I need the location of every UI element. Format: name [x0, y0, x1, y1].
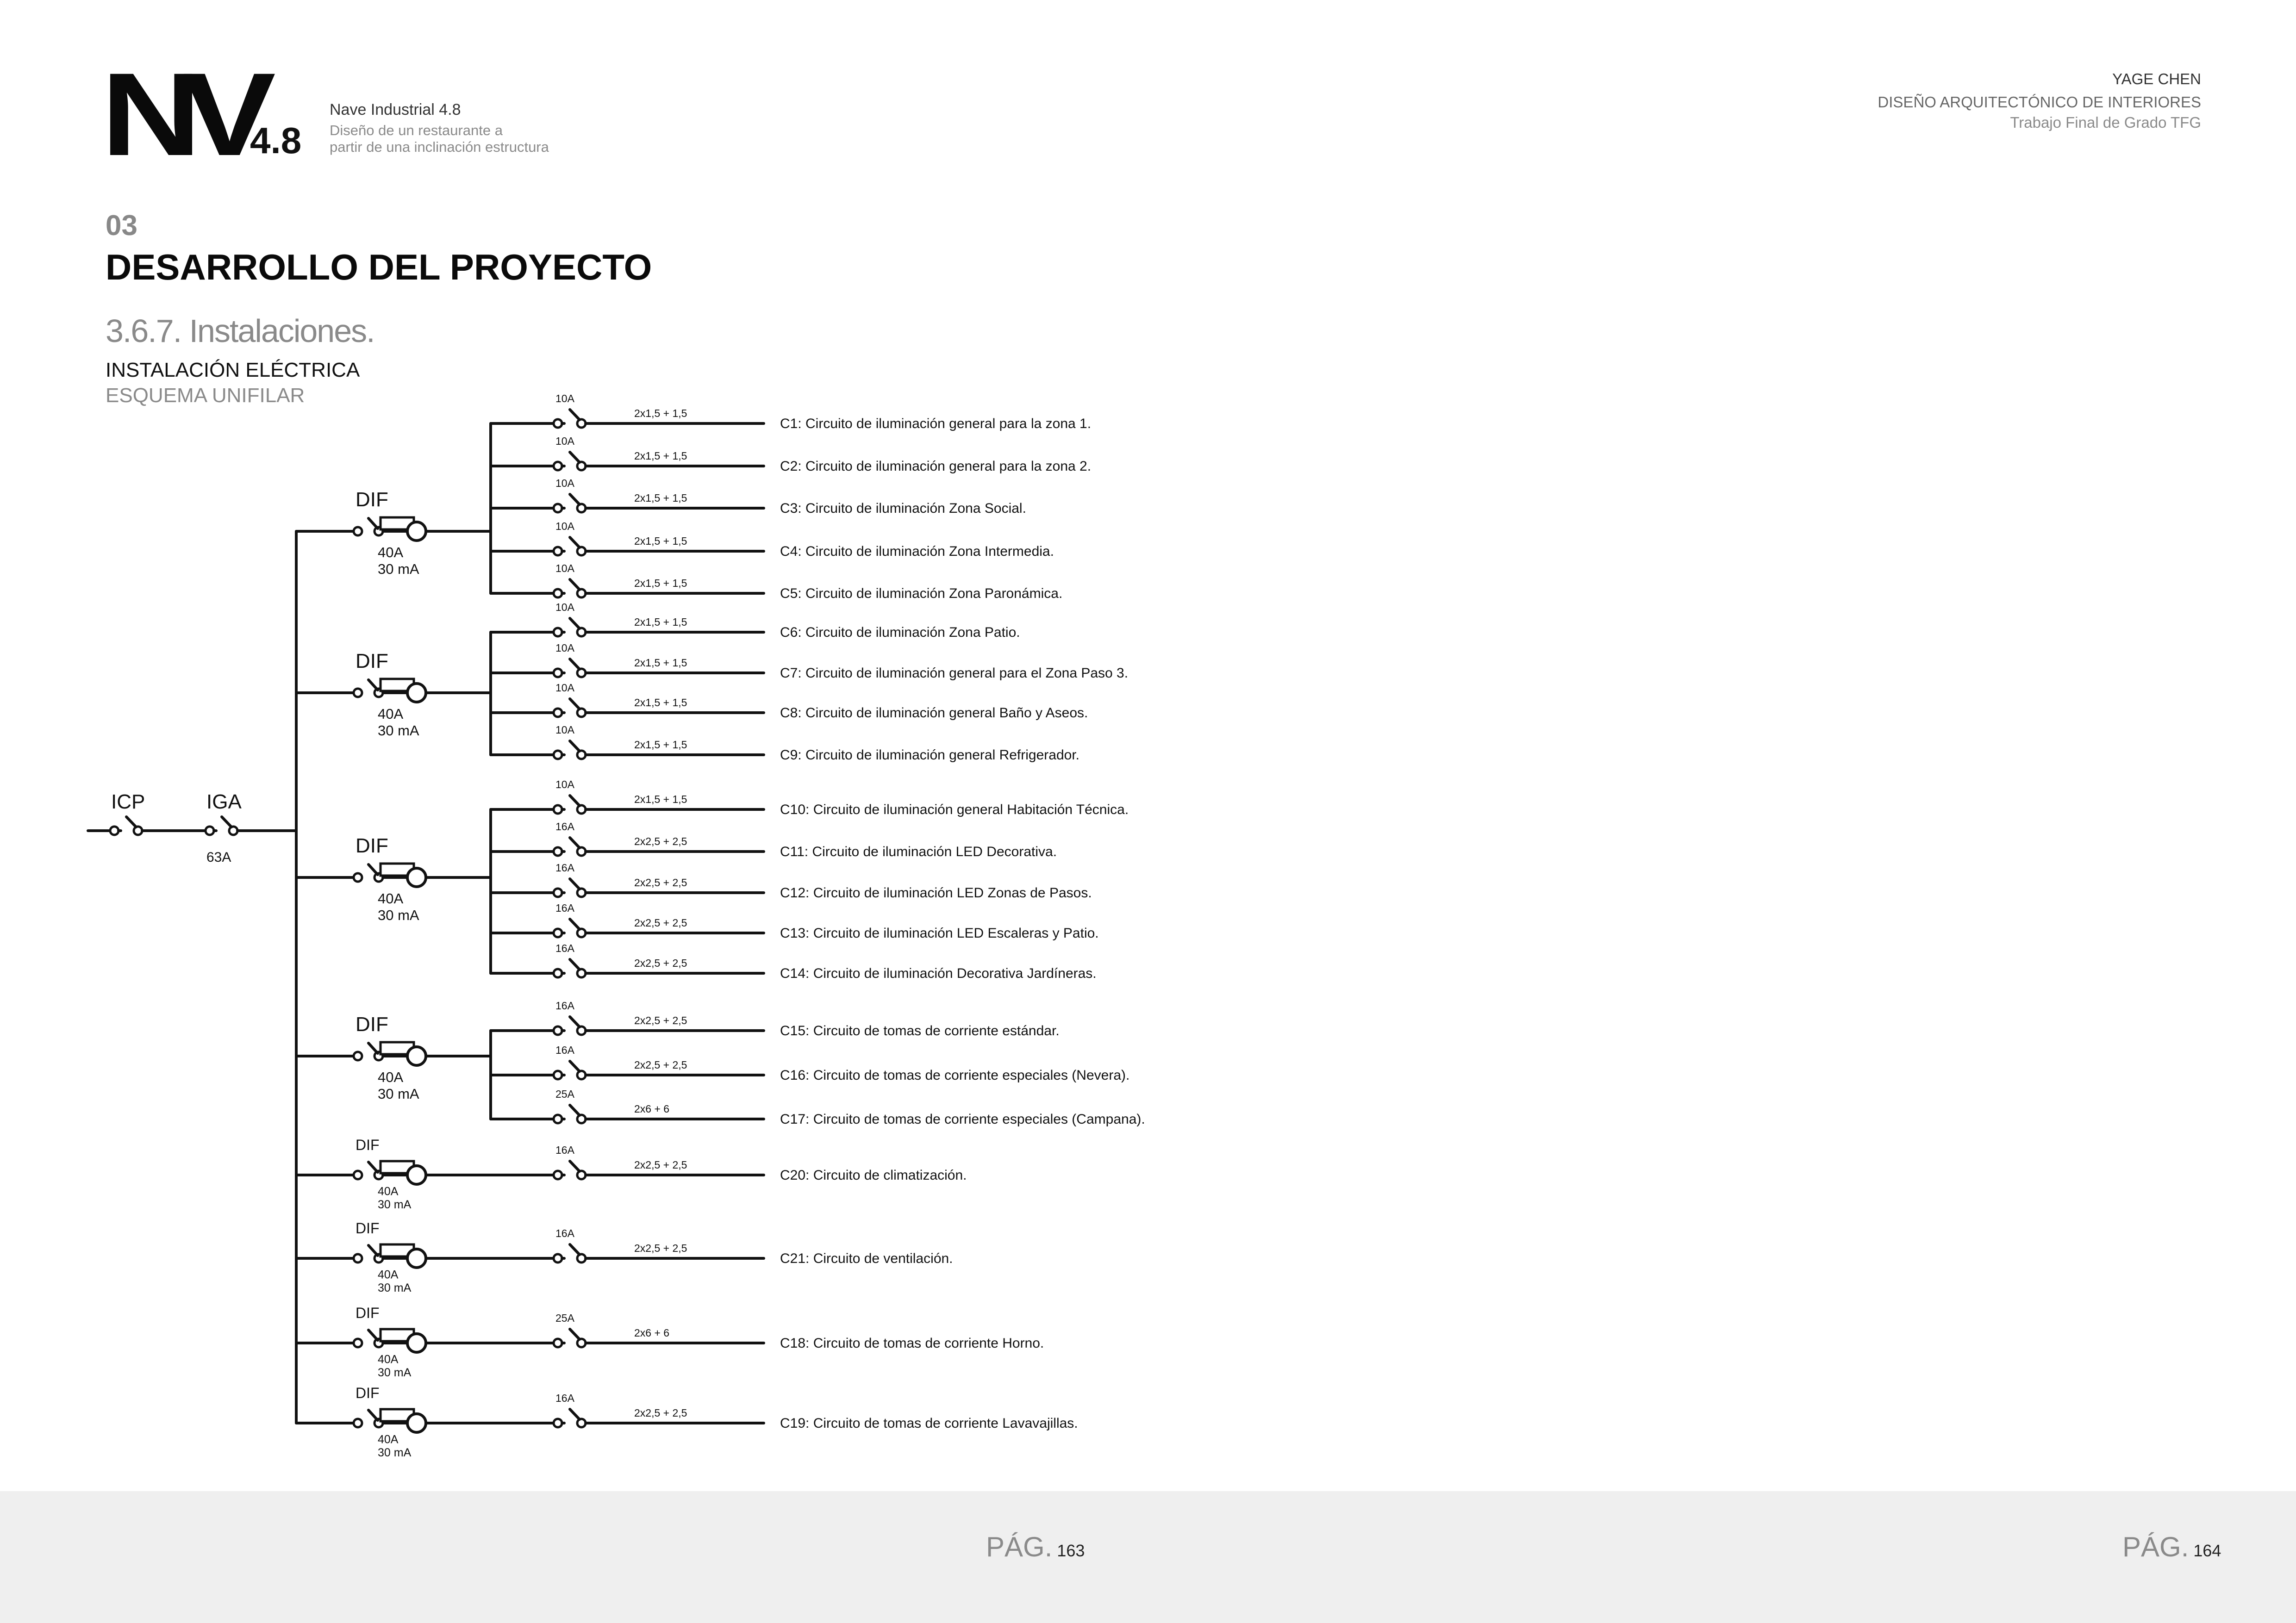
- dif-6-rating: 40A: [378, 1268, 399, 1281]
- circuit-20-cable: 2x6 + 6: [634, 1327, 670, 1339]
- circuit-6-breaker-rating: 10A: [555, 601, 574, 613]
- dif-1-rating: 40A: [378, 544, 404, 560]
- circuit-2-breaker-blade: [570, 452, 580, 462]
- dif-4-contact-in: [354, 1052, 362, 1060]
- circuit-3-breaker-rating: 10A: [555, 477, 574, 489]
- dif-6-contact-in: [354, 1254, 362, 1262]
- dif-4-blade: [368, 1043, 378, 1053]
- circuit-7-breaker-blade: [570, 659, 580, 669]
- circuit-7-cable: 2x1,5 + 1,5: [634, 657, 687, 669]
- circuit-9-breaker-blade: [570, 741, 580, 751]
- circuit-11-label: C11: Circuito de iluminación LED Decorativa.: [780, 844, 1057, 859]
- logo-version: 4.8: [250, 120, 302, 161]
- dif-1-contact-in: [354, 527, 362, 535]
- circuit-20-breaker-blade: [570, 1329, 580, 1339]
- circuit-11-breaker-rating: 16A: [555, 821, 574, 833]
- circuit-1-breaker-blade: [570, 410, 580, 420]
- circuit-14-cable: 2x2,5 + 2,5: [634, 957, 687, 969]
- project-subtitle-line1: Diseño de un restaurante a: [330, 122, 503, 138]
- dif-5-rating: 40A: [378, 1185, 399, 1198]
- circuit-1-breaker-rating: 10A: [555, 392, 574, 404]
- circuit-12-breaker-rating: 16A: [555, 862, 574, 874]
- installation-subtitle: ESQUEMA UNIFILAR: [106, 384, 305, 407]
- dif-2-contact-in: [354, 689, 362, 697]
- circuit-5-label: C5: Circuito de iluminación Zona Paronámica.: [780, 586, 1063, 601]
- icp-label: ICP: [111, 790, 145, 813]
- dif-2-sensitivity: 30 mA: [378, 722, 419, 739]
- dif-6-sensitivity: 30 mA: [378, 1281, 412, 1294]
- circuit-15-breaker-rating: 16A: [555, 1000, 574, 1012]
- page-number-left: [986, 1531, 1085, 1563]
- page-number-right-value: 164: [2193, 1541, 2221, 1560]
- dif-6-relay: [407, 1249, 426, 1268]
- circuit-13-breaker-rating: 16A: [555, 902, 574, 914]
- dif-1-label: DIF: [356, 488, 388, 511]
- circuit-19-cable: 2x2,5 + 2,5: [634, 1242, 687, 1254]
- project-name: Nave Industrial 4.8: [330, 101, 461, 118]
- dif-4-relay: [407, 1047, 426, 1065]
- dif-7-relay: [407, 1334, 426, 1352]
- circuit-16-breaker-rating: 16A: [555, 1044, 574, 1056]
- dif-1-blade: [368, 518, 378, 529]
- circuit-17-breaker-blade: [570, 1105, 580, 1115]
- circuit-2-label: C2: Circuito de iluminación general para la zona 2.: [780, 459, 1092, 474]
- dif-8-contact-in: [354, 1419, 362, 1427]
- circuit-11-cable: 2x2,5 + 2,5: [634, 835, 687, 847]
- circuit-6-label: C6: Circuito de iluminación Zona Patio.: [780, 625, 1020, 640]
- circuit-6-breaker-blade: [570, 618, 580, 628]
- circuit-7-breaker-rating: 10A: [555, 642, 574, 654]
- circuit-3-cable: 2x1,5 + 1,5: [634, 492, 687, 504]
- circuit-5-breaker-blade: [570, 579, 580, 590]
- dif-3-label: DIF: [356, 834, 388, 857]
- dif-2-blade: [368, 680, 378, 690]
- circuit-13-breaker-blade: [570, 919, 580, 929]
- circuit-12-breaker-blade: [570, 879, 580, 889]
- dif-1-relay: [407, 522, 426, 541]
- section-number: 03: [106, 210, 137, 242]
- dif-2-label: DIF: [356, 650, 388, 672]
- dif-8-sensitivity: 30 mA: [378, 1446, 412, 1459]
- circuit-15-label: C15: Circuito de tomas de corriente estándar.: [780, 1023, 1060, 1038]
- iga-rating: 63A: [206, 850, 231, 865]
- dif-8-label: DIF: [356, 1385, 380, 1401]
- dif-7-blade: [368, 1330, 378, 1340]
- dif-3-sensitivity: 30 mA: [378, 907, 419, 923]
- circuit-16-label: C16: Circuito de tomas de corriente especiales (Nevera).: [780, 1068, 1130, 1083]
- dif-6-blade: [368, 1245, 378, 1256]
- dif-2-relay: [407, 684, 426, 702]
- circuit-21-breaker-rating: 16A: [555, 1392, 574, 1404]
- dif-7-label: DIF: [356, 1305, 380, 1321]
- dif-1-sensitivity: 30 mA: [378, 561, 419, 577]
- iga-switch-blade: [222, 817, 231, 827]
- circuit-3-label: C3: Circuito de iluminación Zona Social.: [780, 501, 1026, 516]
- dif-5-label: DIF: [356, 1137, 380, 1153]
- logo-nv: NV: [101, 49, 257, 180]
- section-title: DESARROLLO DEL PROYECTO: [106, 247, 652, 287]
- circuit-9-cable: 2x1,5 + 1,5: [634, 739, 687, 751]
- dif-2-rating: 40A: [378, 706, 404, 722]
- circuit-9-label: C9: Circuito de iluminación general Refrigerador.: [780, 747, 1079, 763]
- circuit-19-breaker-blade: [570, 1244, 580, 1255]
- circuit-12-label: C12: Circuito de iluminación LED Zonas de Pasos.: [780, 885, 1092, 901]
- dif-5-contact-in: [354, 1171, 362, 1179]
- dif-7-contact-in: [354, 1339, 362, 1347]
- circuit-17-label: C17: Circuito de tomas de corriente especiales (Campana).: [780, 1112, 1145, 1127]
- circuit-11-breaker-blade: [570, 838, 580, 848]
- project-subtitle-line2: partir de una inclinación estructura: [330, 139, 549, 155]
- circuit-15-cable: 2x2,5 + 2,5: [634, 1014, 687, 1026]
- dif-3-rating: 40A: [378, 890, 404, 907]
- circuit-13-label: C13: Circuito de iluminación LED Escaleras y Patio.: [780, 926, 1099, 941]
- circuit-18-breaker-blade: [570, 1161, 580, 1171]
- circuit-12-cable: 2x2,5 + 2,5: [634, 877, 687, 889]
- circuit-19-breaker-rating: 16A: [555, 1227, 574, 1239]
- dif-4-sensitivity: 30 mA: [378, 1086, 419, 1102]
- circuit-2-breaker-rating: 10A: [555, 435, 574, 447]
- circuit-10-breaker-rating: 10A: [555, 778, 574, 790]
- circuit-3-breaker-blade: [570, 494, 580, 504]
- page-number-right: [2122, 1531, 2221, 1563]
- footer-band: [0, 1491, 2296, 1623]
- circuit-10-cable: 2x1,5 + 1,5: [634, 793, 687, 805]
- circuit-14-breaker-rating: 16A: [555, 942, 574, 954]
- circuit-7-label: C7: Circuito de iluminación general para el Zona Paso 3.: [780, 665, 1129, 681]
- circuit-16-breaker-blade: [570, 1061, 580, 1071]
- circuit-8-breaker-blade: [570, 699, 580, 709]
- dif-7-rating: 40A: [378, 1353, 399, 1366]
- circuit-8-label: C8: Circuito de iluminación general Baño y Aseos.: [780, 705, 1088, 721]
- dif-8-relay: [407, 1414, 426, 1432]
- work-type: Trabajo Final de Grado TFG: [2010, 114, 2201, 131]
- dif-5-relay: [407, 1166, 426, 1184]
- dif-6-label: DIF: [356, 1220, 380, 1237]
- circuit-10-label: C10: Circuito de iluminación general Habitación Técnica.: [780, 802, 1129, 817]
- circuit-21-cable: 2x2,5 + 2,5: [634, 1407, 687, 1419]
- circuit-4-breaker-rating: 10A: [555, 520, 574, 532]
- circuit-9-breaker-rating: 10A: [555, 724, 574, 736]
- circuit-14-label: C14: Circuito de iluminación Decorativa Jardíneras.: [780, 966, 1097, 981]
- circuit-8-breaker-rating: 10A: [555, 682, 574, 694]
- dif-3-contact-in: [354, 873, 362, 882]
- circuit-17-breaker-rating: 25A: [555, 1088, 574, 1100]
- installation-title: INSTALACIÓN ELÉCTRICA: [106, 359, 360, 381]
- circuit-6-cable: 2x1,5 + 1,5: [634, 616, 687, 628]
- circuit-18-label: C20: Circuito de climatización.: [780, 1168, 967, 1183]
- dif-5-sensitivity: 30 mA: [378, 1198, 412, 1211]
- circuit-13-cable: 2x2,5 + 2,5: [634, 917, 687, 929]
- circuit-2-cable: 2x1,5 + 1,5: [634, 450, 687, 462]
- circuit-16-cable: 2x2,5 + 2,5: [634, 1059, 687, 1071]
- circuit-8-cable: 2x1,5 + 1,5: [634, 696, 687, 709]
- author-name: YAGE CHEN: [2112, 70, 2201, 87]
- dif-5-blade: [368, 1162, 378, 1172]
- dif-7-sensitivity: 30 mA: [378, 1366, 412, 1379]
- dif-8-blade: [368, 1410, 378, 1420]
- circuit-15-breaker-blade: [570, 1017, 580, 1027]
- circuit-21-breaker-blade: [570, 1409, 580, 1419]
- iga-label: IGA: [206, 790, 242, 813]
- circuit-19-label: C21: Circuito de ventilación.: [780, 1251, 953, 1266]
- circuit-5-cable: 2x1,5 + 1,5: [634, 577, 687, 589]
- circuit-1-label: C1: Circuito de iluminación general para la zona 1.: [780, 416, 1092, 431]
- circuit-5-breaker-rating: 10A: [555, 562, 574, 574]
- dif-8-rating: 40A: [378, 1433, 399, 1446]
- circuit-20-label: C18: Circuito de tomas de corriente Horno.: [780, 1336, 1044, 1351]
- circuit-4-label: C4: Circuito de iluminación Zona Intermedia.: [780, 544, 1054, 559]
- circuit-4-cable: 2x1,5 + 1,5: [634, 535, 687, 547]
- circuit-21-label: C19: Circuito de tomas de corriente Lavavajillas.: [780, 1416, 1078, 1431]
- circuit-17-cable: 2x6 + 6: [634, 1103, 670, 1115]
- circuit-4-breaker-blade: [570, 537, 580, 547]
- page-prefix-left: PÁG.: [986, 1531, 1053, 1562]
- page-number-left-value: 163: [1057, 1541, 1085, 1560]
- dif-3-relay: [407, 868, 426, 887]
- subsection-title: 3.6.7. Instalaciones.: [106, 313, 374, 349]
- circuit-1-cable: 2x1,5 + 1,5: [634, 407, 687, 419]
- circuit-18-breaker-rating: 16A: [555, 1144, 574, 1156]
- circuit-20-breaker-rating: 25A: [555, 1312, 574, 1324]
- page-prefix-right: PÁG.: [2122, 1531, 2189, 1562]
- circuit-14-breaker-blade: [570, 959, 580, 970]
- circuit-18-cable: 2x2,5 + 2,5: [634, 1159, 687, 1171]
- dif-3-blade: [368, 864, 378, 875]
- dif-4-rating: 40A: [378, 1069, 404, 1085]
- icp-switch-blade: [126, 817, 136, 827]
- degree-name: DISEÑO ARQUITECTÓNICO DE INTERIORES: [1878, 93, 2201, 111]
- dif-4-label: DIF: [356, 1013, 388, 1036]
- circuit-10-breaker-blade: [570, 796, 580, 806]
